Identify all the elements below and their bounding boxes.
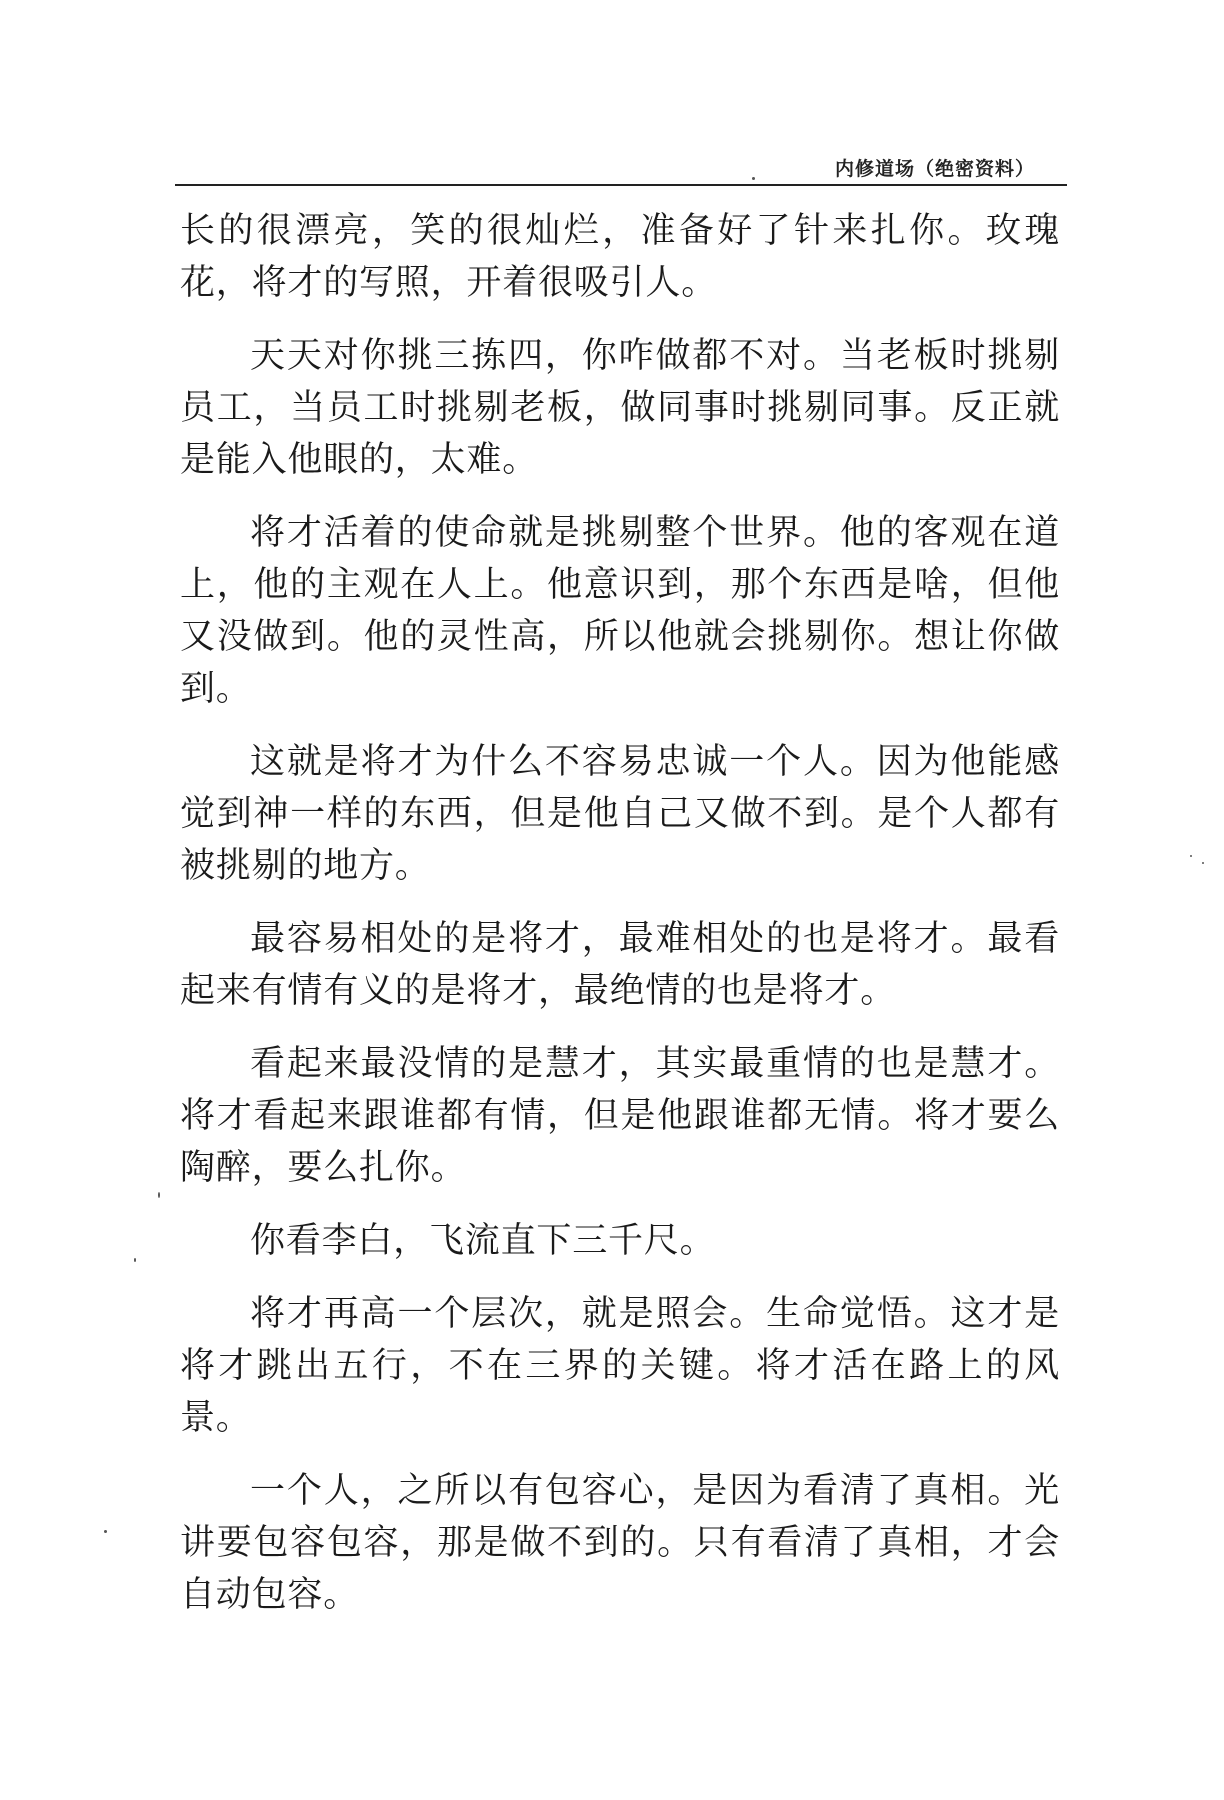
paragraph-7: 你看李白，飞流直下三千尺。	[250, 1221, 716, 1261]
scan-speck	[1202, 862, 1204, 864]
paragraph-4: 这就是将才为什么不容易忠诚一个人。因为他能感觉到神一样的东西，但是他自己又做不到。是个人都有被挑剔的地方。	[180, 742, 1060, 886]
paragraph-5: 最容易相处的是将才，最难相处的也是将才。最看起来有情有义的是将才，最绝情的也是将才。	[180, 919, 1060, 1011]
body-text	[180, 205, 1060, 1642]
paragraph-1: 长的很漂亮，笑的很灿烂，准备好了针来扎你。玫瑰花，将才的写照，开着很吸引人。	[180, 211, 1060, 303]
paragraph-6: 看起来最没情的是慧才，其实最重情的也是慧才。将才看起来跟谁都有情，但是他跟谁都无情。将才要么陶醉，要么扎你。	[180, 1044, 1060, 1188]
header-rule	[175, 184, 1067, 186]
paragraph-3: 将才活着的使命就是挑剔整个世界。他的客观在道上，他的主观在人上。他意识到，那个东西是啥，但他又没做到。他的灵性高，所以他就会挑剔你。想让你做到。	[180, 513, 1060, 709]
scan-speck	[1190, 855, 1192, 857]
scan-speck	[104, 1530, 107, 1533]
scan-speck	[752, 177, 755, 180]
paragraph-2: 天天对你挑三拣四，你咋做都不对。当老板时挑剔员工，当员工时挑剔老板，做同事时挑剔同事。反正就是能入他眼的，太难。	[180, 336, 1060, 480]
running-header	[175, 150, 1067, 190]
header-title: 内修道场（绝密资料）	[834, 158, 1035, 180]
paragraph-8: 将才再高一个层次，就是照会。生命觉悟。这才是将才跳出五行，不在三界的关键。将才活在路上的风景。	[180, 1294, 1060, 1438]
paragraph-9: 一个人，之所以有包容心，是因为看清了真相。光讲要包容包容，那是做不到的。只有看清了真相，才会自动包容。	[180, 1471, 1060, 1615]
scan-speck	[134, 1258, 136, 1262]
scan-speck	[158, 1192, 160, 1198]
